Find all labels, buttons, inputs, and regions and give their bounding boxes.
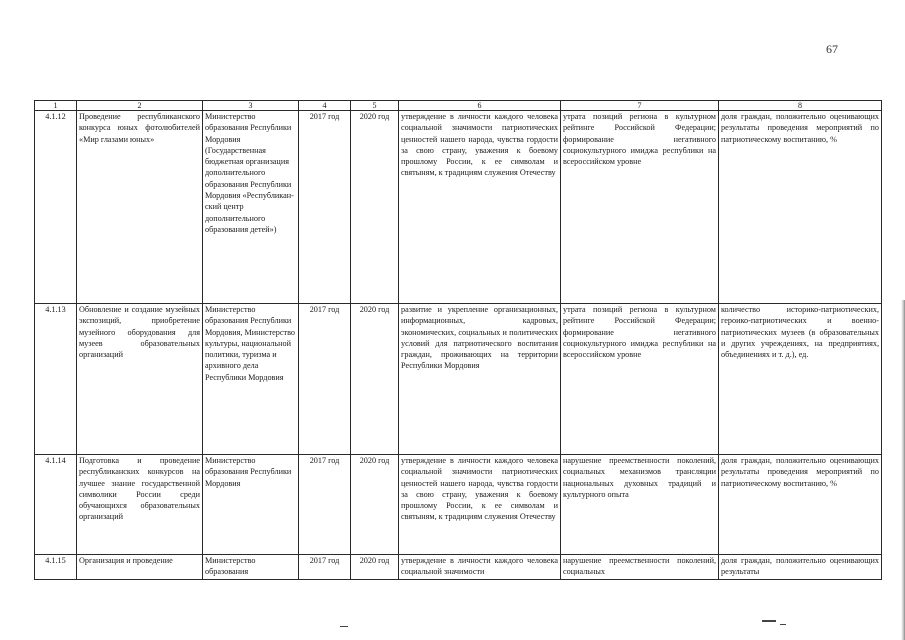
expected-result: утверждение в личности каждого человека социальной значимости bbox=[399, 555, 561, 580]
scan-artifact bbox=[762, 620, 776, 622]
column-number: 8 bbox=[719, 101, 882, 111]
page-number: 67 bbox=[826, 42, 838, 56]
executor: Министерство образования Республики Мордовия bbox=[203, 455, 299, 555]
executor: Министерство образования Республики Мордовия, Министерство культуры, национальной политики, туризма и архивного дела Республики Мордовия bbox=[203, 304, 299, 455]
column-number: 7 bbox=[561, 101, 719, 111]
expected-result: развитие и укрепление организационных, информационных, кадровых, экономических, социальных и политических условий для патриотического воспитания граждан, проживающих на территории Республики Мордовия bbox=[399, 304, 561, 455]
non-implementation-consequence: нарушение преемственности поколений, социальных механизмов трансляции национальных духовных традиций и культурного опыта bbox=[561, 455, 719, 555]
measure-name: Подготовка и проведение республиканских конкурсов на лучшее знание государственной символики России среди обучающихся образовательных организаций bbox=[77, 455, 203, 555]
column-number: 6 bbox=[399, 101, 561, 111]
non-implementation-consequence: утрата позиций региона в культурном рейтинге Российской Федерации; формирование негативного социокультурного имиджа республики на всероссийском уровне bbox=[561, 304, 719, 455]
non-implementation-consequence: утрата позиций региона в культурном рейтинге Российской Федерации; формирование негативного социокультурного имиджа республики на всероссийском уровне bbox=[561, 111, 719, 304]
target-indicator: доля граждан, положительно оценивающих результаты проведения мероприятий по патриотическому воспитанию, % bbox=[719, 455, 882, 555]
table-header-row bbox=[35, 101, 882, 111]
start-year: 2017 год bbox=[299, 304, 351, 455]
scan-edge-shadow bbox=[901, 300, 905, 640]
start-year: 2017 год bbox=[299, 455, 351, 555]
measure-name: Организация и проведение bbox=[77, 555, 203, 580]
non-implementation-consequence: нарушение преемственности поколений, социальных bbox=[561, 555, 719, 580]
column-number: 3 bbox=[203, 101, 299, 111]
start-year: 2017 год bbox=[299, 111, 351, 304]
scan-artifact bbox=[340, 626, 348, 627]
column-number: 5 bbox=[351, 101, 399, 111]
start-year: 2017 год bbox=[299, 555, 351, 580]
column-number: 2 bbox=[77, 101, 203, 111]
table-row bbox=[35, 304, 882, 455]
end-year: 2020 год bbox=[351, 455, 399, 555]
table-row bbox=[35, 111, 882, 304]
expected-result: утверждение в личности каждого человека социальной значимости патриотических ценностей нашего народа, чувства гордости за свою страну, уважения к боевому прошлому России, к ее символам и святыням, к традициям служения Отечеству bbox=[399, 111, 561, 304]
column-number: 4 bbox=[299, 101, 351, 111]
row-number: 4.1.14 bbox=[35, 455, 77, 555]
row-number: 4.1.13 bbox=[35, 304, 77, 455]
end-year: 2020 год bbox=[351, 111, 399, 304]
expected-result: утверждение в личности каждого человека социальной значимости патриотических ценностей нашего народа, чувства гордости за свою страну, уважения к боевому прошлому России, к ее символам и святыням, к традициям служения Отечеству bbox=[399, 455, 561, 555]
end-year: 2020 год bbox=[351, 304, 399, 455]
row-number: 4.1.15 bbox=[35, 555, 77, 580]
measure-name: Проведение республиканского конкурса юных фотолюбителей «Мир глазами юных» bbox=[77, 111, 203, 304]
end-year: 2020 год bbox=[351, 555, 399, 580]
executor: Министерство образования Республики Мордовия (Государственная бюджетная организация дополнительного образования Республики Мордовия «Республикан-ский центр дополнительного образования детей») bbox=[203, 111, 299, 304]
target-indicator: доля граждан, положительно оценивающих результаты проведения мероприятий по патриотическому воспитанию, % bbox=[719, 111, 882, 304]
measures-table bbox=[34, 100, 882, 580]
table-row bbox=[35, 455, 882, 555]
table-row bbox=[35, 555, 882, 580]
target-indicator: количество историко-патриотических, героико-патриотических и военно-патриотических музеев (в образовательных и других учреждениях, на предприятиях, объединениях и т. д.), ед. bbox=[719, 304, 882, 455]
measure-name: Обновление и создание музейных экспозиций, приобретение музейного оборудования для музеев образовательных организаций bbox=[77, 304, 203, 455]
column-number: 1 bbox=[35, 101, 77, 111]
scan-artifact bbox=[780, 624, 786, 625]
row-number: 4.1.12 bbox=[35, 111, 77, 304]
target-indicator: доля граждан, положительно оценивающих результаты bbox=[719, 555, 882, 580]
executor: Министерство образования bbox=[203, 555, 299, 580]
